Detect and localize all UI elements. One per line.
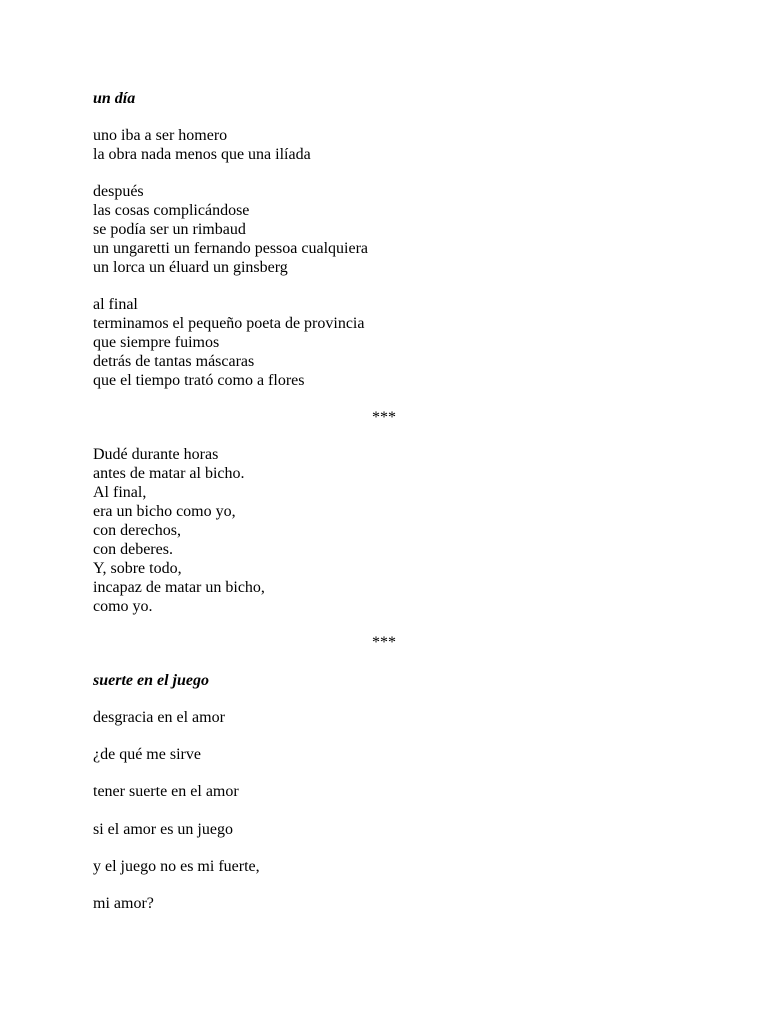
poem-line: al final xyxy=(93,296,138,313)
poem-line: un lorca un éluard un ginsberg xyxy=(93,259,288,276)
poem-line: como yo. xyxy=(93,598,153,615)
poem-line: uno iba a ser homero xyxy=(93,127,228,144)
poem-line: era un bicho como yo, xyxy=(93,503,236,520)
poem-line: terminamos el pequeño poeta de provincia xyxy=(93,315,365,332)
poem-line: un ungaretti un fernando pessoa cualquiera xyxy=(93,240,369,257)
section-separator: *** xyxy=(372,634,396,651)
poem-line: si el amor es un juego xyxy=(93,821,233,838)
poem-line: mi amor? xyxy=(93,895,154,912)
poem-line: Dudé durante horas xyxy=(93,446,219,463)
poem-line: se podía ser un rimbaud xyxy=(93,221,246,238)
poem-line: Al final, xyxy=(93,484,147,501)
poem-line: después xyxy=(93,183,144,200)
poem-title: un día xyxy=(93,90,136,107)
poem-line: desgracia en el amor xyxy=(93,709,225,726)
poem-line: y el juego no es mi fuerte, xyxy=(93,858,260,875)
poem-line: ¿de qué me sirve xyxy=(93,746,201,763)
poem-line: la obra nada menos que una ilíada xyxy=(93,146,311,163)
poem-line: las cosas complicándose xyxy=(93,202,250,219)
poem-line: antes de matar al bicho. xyxy=(93,465,245,482)
poem-line: detrás de tantas máscaras xyxy=(93,353,255,370)
poem-line: Y, sobre todo, xyxy=(93,560,182,577)
poem-title: suerte en el juego xyxy=(93,672,209,689)
poem-line: incapaz de matar un bicho, xyxy=(93,579,265,596)
poem-line: que siempre fuimos xyxy=(93,334,220,351)
poem-line: que el tiempo trató como a flores xyxy=(93,372,305,389)
section-separator: *** xyxy=(372,409,396,426)
poem-line: con deberes. xyxy=(93,541,173,558)
poem-line: tener suerte en el amor xyxy=(93,783,239,800)
poem-line: con derechos, xyxy=(93,522,181,539)
